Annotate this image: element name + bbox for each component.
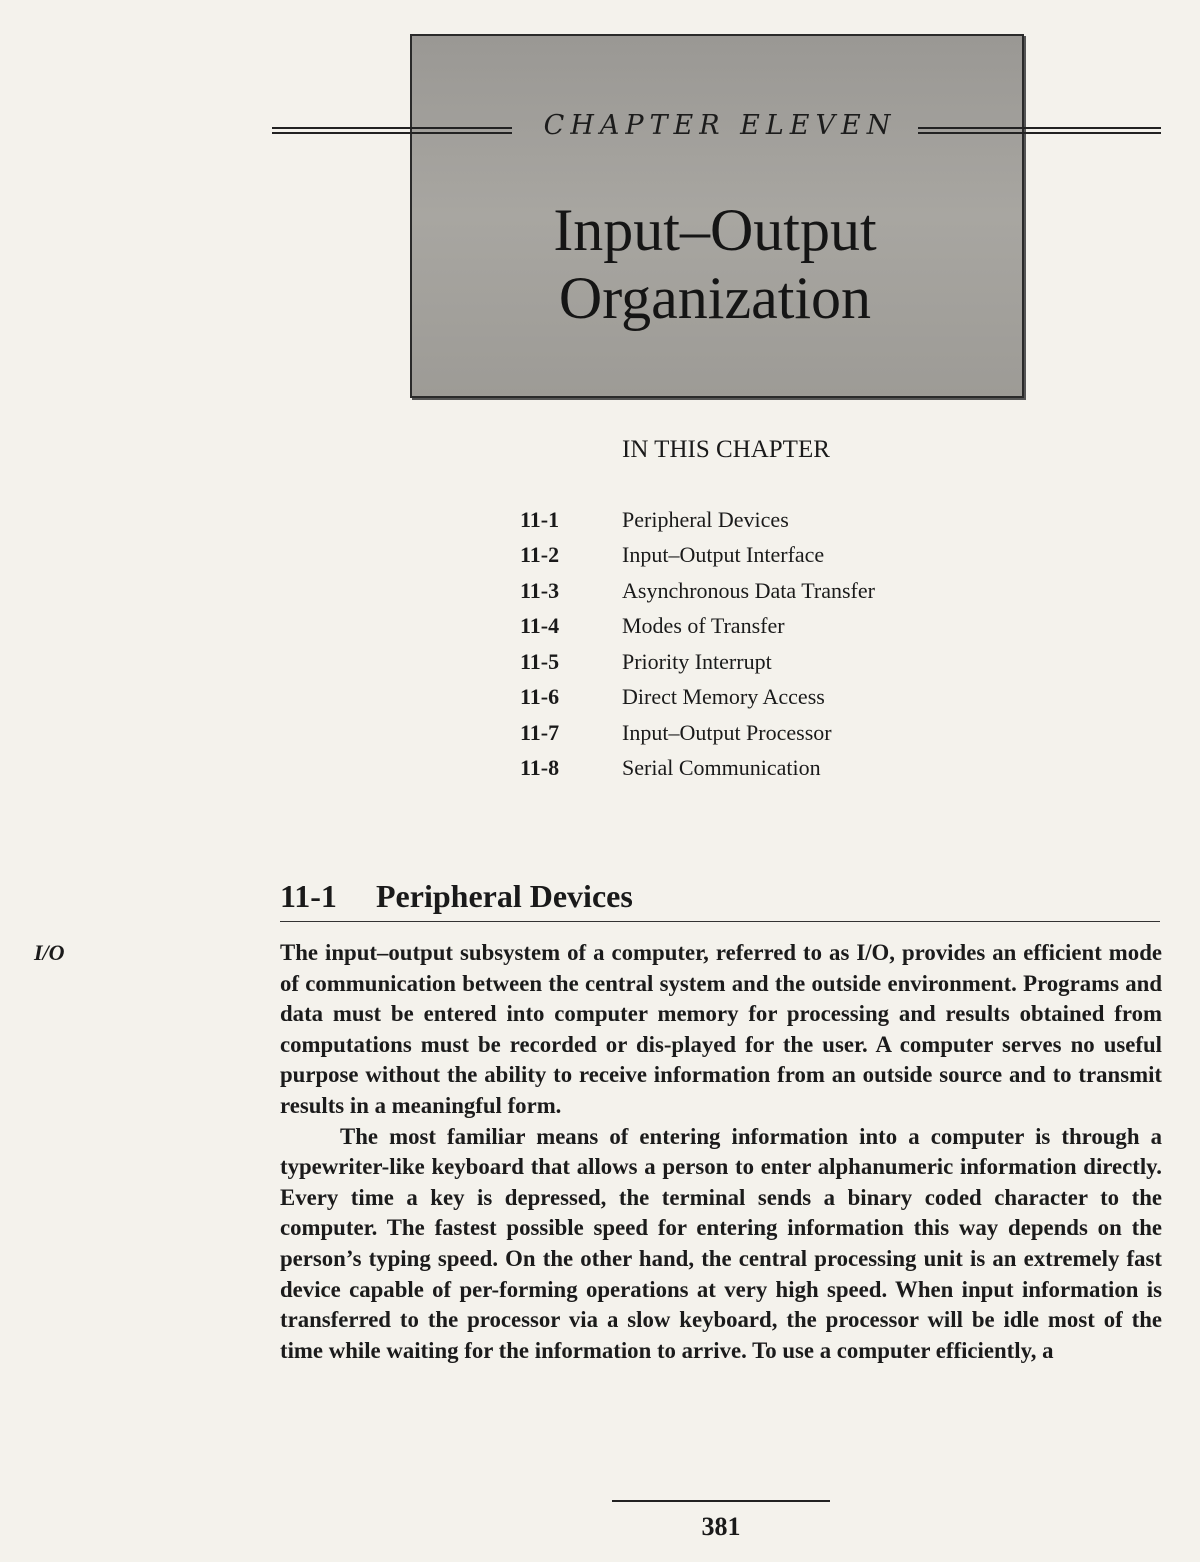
toc-item	[520, 573, 875, 609]
toc-item-number: 11-4	[520, 613, 560, 639]
chapter-rule-right	[918, 127, 1161, 134]
chapter-rule-left	[272, 127, 512, 134]
toc-item	[520, 502, 875, 538]
toc-item	[520, 609, 875, 645]
toc-heading: IN THIS CHAPTER	[622, 436, 830, 463]
toc-item	[520, 680, 875, 716]
chapter-title-line-2: Organization	[558, 265, 872, 331]
toc-item-title: Peripheral Devices	[622, 506, 789, 532]
footer-rule	[612, 1500, 830, 1502]
toc-item-number: 11-1	[520, 506, 560, 532]
section-number: 11-1	[280, 878, 337, 914]
toc-item-title: Serial Communication	[622, 755, 821, 781]
toc-item-title: Modes of Transfer	[622, 613, 785, 639]
paragraph: The most familiar means of entering information into a computer is through a typewriter-like keyboard that allows a person to enter alphanumeric information directly. Every time a key is depressed, the terminal sends a binary coded character to the computer. The fastest possible speed for entering information this way depends on the person’s typing speed. On the other hand, the central processing unit is an extremely fast device capable of per-forming operations at very high speed. When input information is transferred to the processor via a slow keyboard, the processor will be idle most of the time while waiting for the information to arrive. To use a computer efficiently, a	[280, 1123, 1162, 1363]
paragraph: The input–output subsystem of a computer, referred to as I/O, provides an efficient mode of communication between the central system and the outside environment. Programs and data must be entered into computer memory for processing and results obtained from computations must be recorded or dis-played for the user. A computer serves no useful purpose without the ability to receive information from an outside source and to transmit results in a meaningful form.	[280, 940, 1162, 1118]
toc-item-number: 11-7	[520, 719, 560, 745]
chapter-contents-list	[520, 502, 875, 786]
chapter-label: CHAPTER ELEVEN	[543, 110, 897, 141]
toc-item-title: Priority Interrupt	[622, 648, 772, 674]
toc-item-number: 11-6	[520, 684, 560, 710]
toc-item-title: Input–Output Processor	[622, 719, 832, 745]
toc-item	[520, 538, 875, 574]
body-text	[280, 938, 1162, 1366]
toc-item	[520, 644, 875, 680]
toc-item	[520, 715, 875, 751]
toc-item-title: Input–Output Interface	[622, 542, 825, 568]
section-rule	[280, 921, 1160, 922]
toc-item-title: Direct Memory Access	[622, 684, 825, 710]
toc-item-number: 11-8	[520, 755, 560, 781]
toc-item	[520, 751, 875, 787]
page-number: 381	[701, 1512, 741, 1541]
margin-note: I/O	[34, 940, 65, 965]
chapter-title-line-1: Input–Output	[553, 197, 877, 263]
section-title: Peripheral Devices	[376, 878, 633, 914]
toc-item-title: Asynchronous Data Transfer	[622, 577, 875, 603]
toc-item-number: 11-5	[520, 648, 560, 674]
section-heading	[280, 878, 633, 915]
toc-item-number: 11-3	[520, 577, 560, 603]
toc-item-number: 11-2	[520, 542, 560, 568]
chapter-title	[420, 196, 1010, 332]
